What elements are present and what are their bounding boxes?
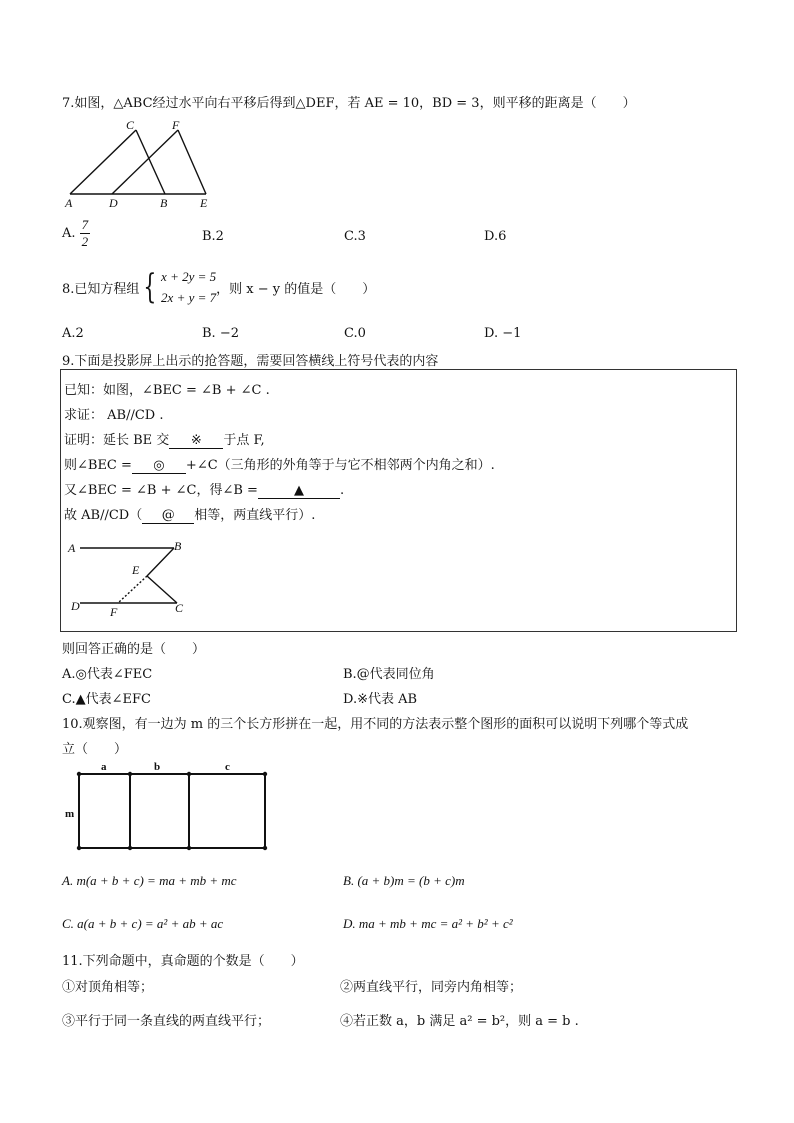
q9-proof-line-3 bbox=[64, 479, 344, 499]
q10-vertex-dot bbox=[77, 846, 81, 850]
q9-figure bbox=[64, 532, 194, 620]
q8-option-c[interactable]: C.0 bbox=[344, 326, 366, 341]
q10-option-b[interactable]: B. (a + b)m = (b + c)m bbox=[343, 873, 465, 888]
q7-side-cb bbox=[136, 130, 165, 194]
q7-figure bbox=[60, 112, 220, 212]
q9-proof-line-4 bbox=[64, 504, 315, 524]
q7-option-a-fraction bbox=[80, 217, 91, 250]
q9-proof-line-1-post: 于点 F, bbox=[223, 433, 265, 448]
q10-option-c[interactable]: C. a(a + b + c) = a² + ab + ac bbox=[62, 916, 224, 931]
q8-equation-system bbox=[161, 266, 216, 308]
q9-answer-prompt: 则回答正确的是（ ） bbox=[62, 642, 206, 657]
q8-stem bbox=[62, 266, 375, 308]
q9-dashed-ef bbox=[118, 576, 147, 603]
q8-option-d[interactable]: D. −1 bbox=[484, 326, 522, 341]
q8-option-a[interactable]: A.2 bbox=[62, 326, 84, 341]
q7-label-f: F bbox=[172, 118, 180, 132]
q10-stem-line-2: 立（ ） bbox=[62, 742, 128, 757]
q11-stem: 11.下列命题中，真命题的个数是（ ） bbox=[62, 954, 304, 969]
q10-option-d[interactable]: D. ma + mb + mc = a² + b² + c² bbox=[343, 916, 513, 931]
q10-figure bbox=[62, 760, 272, 856]
q8-equation-1: x + 2y = 5 bbox=[161, 269, 217, 284]
q11-proposition-4: ④若正数 a，b 满足 a² = b²，则 a = b . bbox=[340, 1014, 579, 1029]
q9-label-b: B bbox=[174, 539, 182, 553]
q7-side-ac bbox=[70, 130, 136, 194]
q9-option-c[interactable]: C.▲代表∠EFC bbox=[62, 692, 151, 707]
q8-stem-prefix: 8.已知方程组 bbox=[62, 281, 140, 297]
q10-vertex-dot bbox=[128, 846, 132, 850]
q10-outer-rect bbox=[79, 774, 265, 848]
q9-label-d: D bbox=[71, 599, 80, 613]
q7-side-fe bbox=[178, 130, 206, 194]
q10-label-m: m bbox=[65, 808, 75, 820]
q10-vertex-dot bbox=[263, 772, 267, 776]
q9-option-d[interactable]: D.※代表 AB bbox=[343, 692, 418, 707]
q9-segment-ec bbox=[147, 576, 177, 603]
q9-proof-line-1 bbox=[64, 429, 265, 449]
q10-vertex-dot bbox=[187, 846, 191, 850]
q9-given: 已知：如图，∠BEC = ∠B + ∠C . bbox=[64, 383, 270, 398]
q7-side-df bbox=[112, 130, 178, 194]
q8-brace-icon: { bbox=[143, 267, 157, 307]
q9-label-a: A bbox=[68, 541, 76, 555]
q11-proposition-3: ③平行于同一条直线的两直线平行； bbox=[62, 1014, 271, 1029]
q10-vertex-dot bbox=[77, 772, 81, 776]
q8-option-b[interactable]: B. −2 bbox=[202, 326, 239, 341]
q7-option-d[interactable]: D.6 bbox=[484, 229, 507, 244]
q9-blank-circle: ◎ bbox=[132, 458, 186, 474]
q9-proof-line-3-post: . bbox=[339, 483, 345, 498]
q9-proof-line-1-pre: 证明：延长 BE 交 bbox=[64, 433, 170, 448]
q9-label-c: C bbox=[175, 601, 184, 615]
q9-prove: 求证： AB//CD . bbox=[64, 408, 164, 423]
q7-option-c[interactable]: C.3 bbox=[344, 229, 366, 244]
q7-option-b[interactable]: B.2 bbox=[202, 229, 224, 244]
q8-equation-2: 2x + y = 7 bbox=[161, 290, 217, 305]
q9-option-a[interactable]: A.◎代表∠FEC bbox=[62, 667, 153, 682]
q10-option-a[interactable]: A. m(a + b + c) = ma + mb + mc bbox=[62, 873, 237, 888]
q7-option-a[interactable] bbox=[62, 217, 90, 250]
q10-label-a: a bbox=[101, 761, 107, 773]
q7-label-b: B bbox=[160, 196, 168, 210]
q9-blank-triangle: ▲ bbox=[258, 483, 340, 499]
q9-label-e: E bbox=[132, 563, 140, 577]
q7-frac-numerator: 7 bbox=[81, 217, 89, 232]
q7-frac-denominator: 2 bbox=[81, 234, 89, 249]
q9-proof-line-2-post: +∠C（三角形的外角等于与它不相邻两个内角之和）. bbox=[185, 458, 495, 473]
q9-label-f: F bbox=[110, 605, 118, 619]
q9-proof-line-4-post: 相等，两直线平行）. bbox=[194, 508, 316, 523]
q10-stem-line-1: 10.观察图，有一边为 m 的三个长方形拼在一起，用不同的方法表示整个图形的面积可以说明下列哪个等式成 bbox=[62, 717, 689, 732]
q9-option-b[interactable]: B.@代表同位角 bbox=[343, 667, 435, 682]
q10-vertex-dot bbox=[187, 772, 191, 776]
q9-proof-line-2 bbox=[64, 454, 495, 474]
q10-label-c: c bbox=[225, 761, 230, 773]
q10-label-b: b bbox=[154, 761, 161, 773]
q9-blank-xing: ※ bbox=[169, 433, 223, 449]
q9-proof-line-2-pre: 则∠BEC = bbox=[64, 458, 132, 473]
q7-label-a: A bbox=[65, 196, 73, 210]
q10-vertex-dot bbox=[263, 846, 267, 850]
q7-label-c: C bbox=[126, 118, 135, 132]
q7-label-d: D bbox=[109, 196, 118, 210]
q11-proposition-2: ②两直线平行，同旁内角相等； bbox=[340, 980, 523, 995]
q7-stem: 7.如图，△ABC经过水平向右平移后得到△DEF，若 AE = 10，BD = 3，则平移的距离是（ ） bbox=[62, 96, 636, 111]
q9-proof-line-4-pre: 故 AB//CD（ bbox=[64, 508, 143, 523]
q10-vertex-dot bbox=[128, 772, 132, 776]
q7-option-a-prefix: A. bbox=[62, 226, 76, 241]
q9-blank-at: @ bbox=[142, 508, 194, 524]
q9-proof-line-3-pre: 又∠BEC = ∠B + ∠C，得∠B = bbox=[64, 483, 258, 498]
q8-stem-suffix: ，则 x − y 的值是（ ） bbox=[216, 281, 376, 297]
q7-label-e: E bbox=[200, 196, 208, 210]
q9-segment-be bbox=[147, 548, 174, 576]
q9-stem: 9.下面是投影屏上出示的抢答题，需要回答横线上符号代表的内容 bbox=[62, 354, 439, 369]
q11-proposition-1: ①对顶角相等； bbox=[62, 980, 154, 995]
